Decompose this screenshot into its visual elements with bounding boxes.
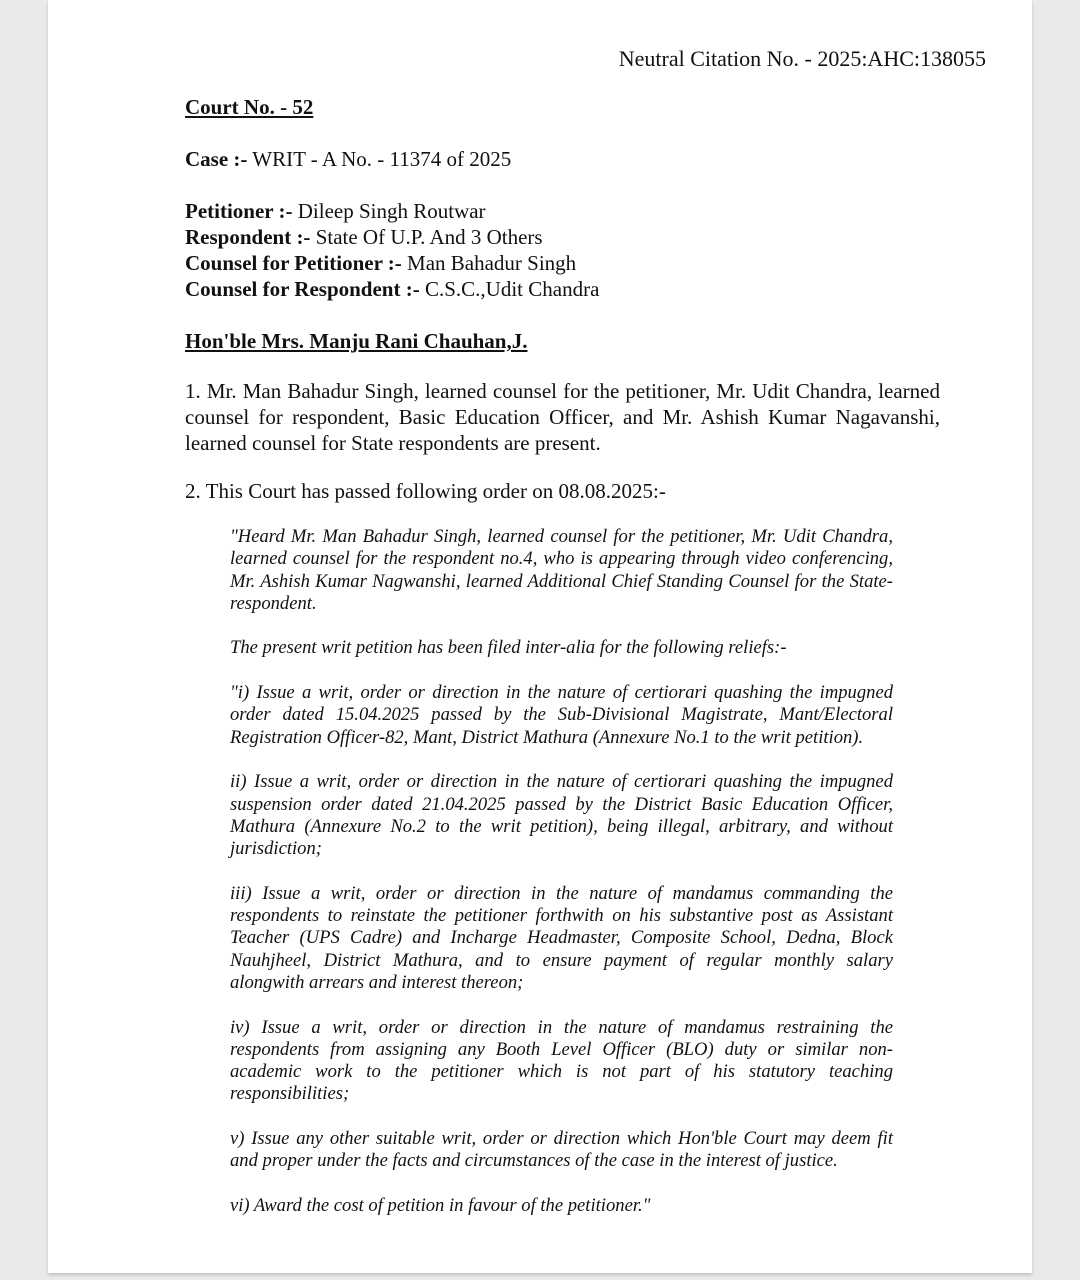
petitioner-label: Petitioner :- [185, 199, 293, 223]
judge-name: Hon'ble Mrs. Manju Rani Chauhan,J. [185, 329, 528, 353]
counsel-petitioner-label: Counsel for Petitioner :- [185, 251, 402, 275]
relief-i: "i) Issue a writ, order or direction in the nature of certiorari quashing the impugned order dated 15.04.2025 passed by the Sub-Divisional Magistrate, Mant/Electoral Registration Officer-82, Mant, District Mathura (Annexure No.1 to the writ petition). [230, 682, 893, 748]
respondent-value: State Of U.P. And 3 Others [315, 225, 543, 249]
case-value: WRIT - A No. - 11374 of 2025 [252, 147, 512, 171]
document-page [48, 0, 1032, 1273]
respondent-label: Respondent :- [185, 225, 311, 249]
case-label: Case :- [185, 147, 248, 171]
counsel-respondent-value: C.S.C.,Udit Chandra [424, 277, 600, 301]
quoted-order [230, 526, 893, 1217]
relief-ii: ii) Issue a writ, order or direction in the nature of certiorari quashing the impugned suspension order dated 21.04.2025 passed by the District Basic Education Officer, Mathura (Annexure No.2 to the writ petition), being illegal, arbitrary, and without jurisdiction; [230, 771, 893, 860]
relief-v: v) Issue any other suitable writ, order or direction which Hon'ble Court may deem fit and proper under the facts and circumstances of the case in the interest of justice. [230, 1128, 893, 1172]
relief-iii: iii) Issue a writ, order or direction in the nature of mandamus commanding the respondents to reinstate the petitioner forthwith on his substantive post as Assistant Teacher (UPS Cadre) and Incharge Headmaster, Composite School, Dedna, Block Nauhjheel, District Mathura, and to ensure payment of regular monthly salary alongwith arrears and interest thereon; [230, 882, 893, 993]
petitioner-row [185, 198, 940, 224]
document-body [185, 94, 940, 1217]
respondent-row [185, 224, 940, 250]
party-details [185, 198, 940, 302]
quoted-order-heard: "Heard Mr. Man Bahadur Singh, learned counsel for the petitioner, Mr. Udit Chandra, learned counsel for the respondent no.4, who is appearing through video conferencing, Mr. Ashish Kumar Nagwanshi, learned Additional Chief Standing Counsel for the State-respondent. [230, 526, 893, 614]
counsel-petitioner-row [185, 250, 940, 276]
paragraph-1: 1. Mr. Man Bahadur Singh, learned counsel for the petitioner, Mr. Udit Chandra, learned counsel for respondent, Basic Education Officer, and Mr. Ashish Kumar Nagavanshi, learned counsel for State respondents are present. [185, 379, 940, 455]
court-number: Court No. - 52 [185, 95, 314, 119]
petitioner-value: Dileep Singh Routwar [297, 199, 486, 223]
counsel-respondent-label: Counsel for Respondent :- [185, 277, 420, 301]
counsel-respondent-row [185, 276, 940, 302]
case-line [185, 146, 940, 172]
relief-vi: vi) Award the cost of petition in favour of the petitioner." [230, 1194, 651, 1216]
relief-iv: iv) Issue a writ, order or direction in the nature of mandamus restraining the respondents from assigning any Booth Level Officer (BLO) duty or similar non-academic work to the petitioner which is not part of his statutory teaching responsibilities; [230, 1016, 893, 1105]
counsel-petitioner-value: Man Bahadur Singh [407, 251, 577, 275]
neutral-citation: Neutral Citation No. - 2025:AHC:138055 [618, 46, 986, 71]
quoted-order-intro: The present writ petition has been filed inter-alia for the following reliefs:- [230, 637, 787, 659]
paragraph-2: 2. This Court has passed following order on 08.08.2025:- [185, 479, 666, 503]
